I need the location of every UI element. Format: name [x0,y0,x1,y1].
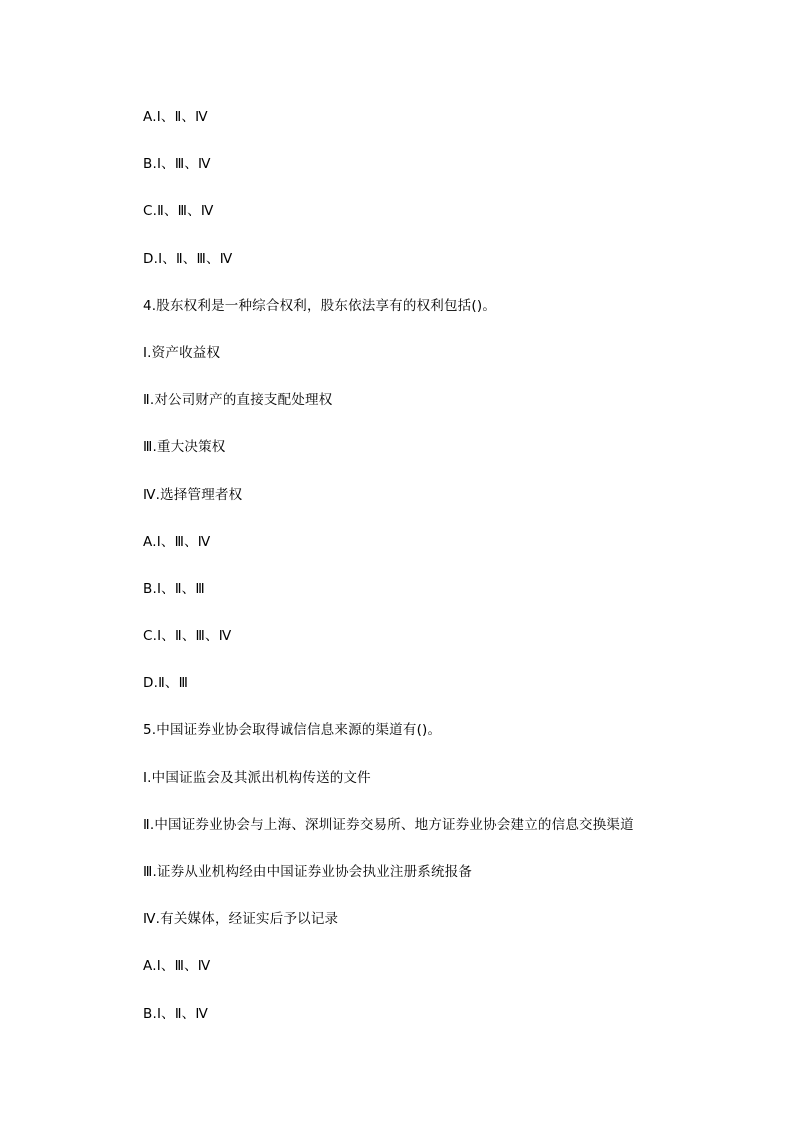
statement-line: Ⅱ.中国证券业协会与上海、深圳证券交易所、地方证券业协会建立的信息交换渠道 [143,816,634,833]
statement-line: Ⅲ.证券从业机构经由中国证券业协会执业注册系统报备 [143,864,473,880]
statement-line: Ⅳ.选择管理者权 [143,486,243,503]
statement-line: Ⅰ.中国证监会及其派出机构传送的文件 [143,769,371,786]
question-5: 5.中国证券业协会取得诚信信息来源的渠道有()。 [143,722,442,739]
option-line: C.Ⅱ、Ⅲ、Ⅳ [143,203,214,220]
statement-line: Ⅲ.重大决策权 [143,439,226,456]
option-line: D.Ⅱ、Ⅲ [143,675,189,692]
document-body [143,107,634,1051]
option-line: B.Ⅰ、Ⅱ、Ⅳ [143,1005,209,1022]
option-line: A.Ⅰ、Ⅲ、Ⅳ [143,533,211,550]
option-line: C.Ⅰ、Ⅱ、Ⅲ、Ⅳ [143,628,232,645]
option-line: B.Ⅰ、Ⅱ、Ⅲ [143,580,205,597]
option-line: A.Ⅰ、Ⅱ、Ⅳ [143,109,208,125]
option-line: B.Ⅰ、Ⅲ、Ⅳ [143,156,211,173]
statement-line: Ⅰ.资产收益权 [143,344,221,361]
statement-line: Ⅱ.对公司财产的直接支配处理权 [143,392,333,409]
option-line: A.Ⅰ、Ⅲ、Ⅳ [143,958,211,975]
option-line: D.Ⅰ、Ⅱ、Ⅲ、Ⅳ [143,250,233,267]
statement-line: Ⅳ.有关媒体，经证实后予以记录 [143,911,339,928]
question-4: 4.股东权利是一种综合权利，股东依法享有的权利包括()。 [143,297,497,314]
